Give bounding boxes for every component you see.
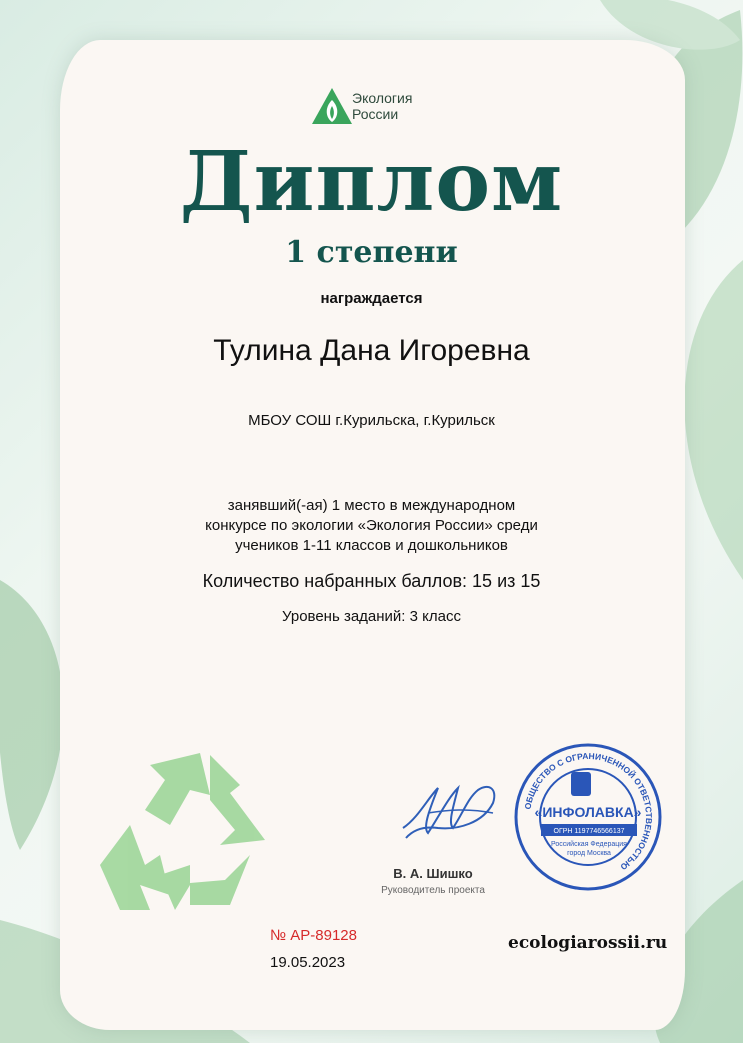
signatory-name: В. А. Шишко [393,866,473,881]
issue-date: 19.05.2023 [270,954,346,971]
recipient-name: Тулина Дана Игоревна [213,334,530,367]
website-link[interactable]: ecologiarossii.ru [508,933,668,953]
stamp-company-name: «ИНФОЛАВКА» [534,804,642,820]
description-line3: учеников 1-11 классов и дошкольников [235,537,508,554]
stamp-ogrn: ОГРН 1197746566137 [553,828,625,835]
logo-text [352,90,412,122]
diploma-title: Диплом [179,134,564,230]
company-stamp [513,742,663,892]
logo-line1: Экология [352,90,413,106]
description-line2: конкурсе по экологии «Экология России» среди [205,517,538,534]
signature-image [398,768,508,848]
logo-line2: России [352,106,399,122]
signatory-role: Руководитель проекта [381,885,485,896]
recycle-icon [90,745,275,915]
certificate-number: № АР-89128 [270,927,357,944]
score-text: Количество набранных баллов: 15 из 15 [202,571,541,591]
level-text: Уровень заданий: 3 класс [282,608,461,625]
description-line1: занявший(-ая) 1 место в международном [227,497,516,514]
diploma-degree: 1 степени [285,235,458,270]
stamp-city: город Москва [567,850,611,857]
school-name: МБОУ СОШ г.Курильска, г.Курильск [248,412,495,429]
stamp-country: Российская Федерация [551,841,627,848]
achievement-description [0,496,743,556]
awarded-label: награждается [320,290,423,307]
stamp-ring-text: ОБЩЕСТВО С ОГРАНИЧЕННОЙ ОТВЕТСТВЕННОСТЬЮ [522,750,655,873]
